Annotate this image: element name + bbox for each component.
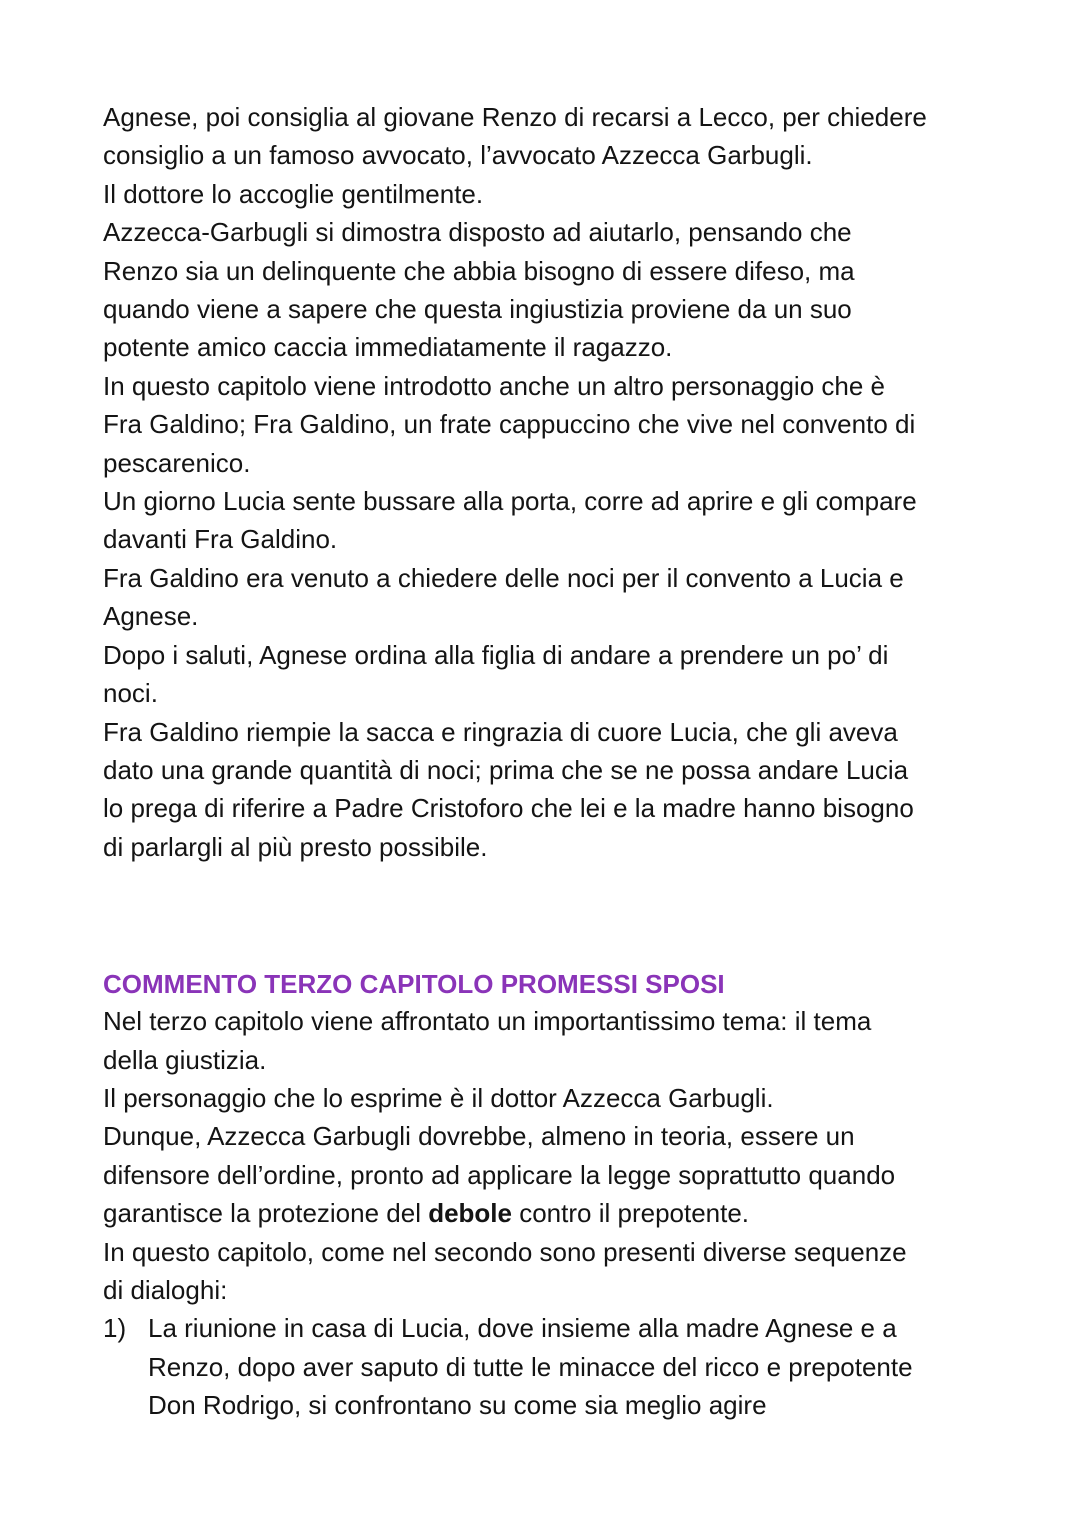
comment-line: difensore dell’ordine, pronto ad applicare la legge soprattutto quando	[103, 1159, 896, 1190]
summary-line: Azzecca-Garbugli si dimostra disposto ad aiutarlo, pensando che	[103, 217, 852, 248]
section-heading: COMMENTO TERZO CAPITOLO PROMESSI SPOSI	[103, 969, 725, 1000]
text-segment: garantisce la protezione del	[103, 1198, 429, 1229]
comment-line: Il personaggio che lo esprime è il dottor Azzecca Garbugli.	[103, 1082, 774, 1113]
summary-line: Fra Galdino era venuto a chiedere delle noci per il convento a Lucia e	[103, 562, 904, 593]
summary-line: Il dottore lo accoglie gentilmente.	[103, 178, 484, 209]
summary-line: davanti Fra Galdino.	[103, 524, 338, 555]
section-spacer	[103, 866, 1003, 962]
list-item-line: La riunione in casa di Lucia, dove insieme alla madre Agnese e a	[148, 1313, 897, 1344]
comment-section	[103, 966, 1003, 1424]
comment-line: di dialoghi:	[103, 1274, 228, 1305]
summary-line: potente amico caccia immediatamente il ragazzo.	[103, 332, 673, 363]
summary-line: Agnese.	[103, 601, 199, 632]
numbered-list-item	[103, 1309, 1003, 1424]
bold-word: debole	[428, 1198, 512, 1229]
comment-line: Nel terzo capitolo viene affrontato un importantissimo tema: il tema	[103, 1006, 872, 1037]
list-item-line: Don Rodrigo, si confrontano su come sia meglio agire	[148, 1390, 767, 1421]
list-item-line: Renzo, dopo aver saputo di tutte le minacce del ricco e prepotente	[148, 1351, 913, 1382]
text-segment: contro il prepotente.	[512, 1198, 750, 1229]
comment-line: In questo capitolo, come nel secondo sono presenti diverse sequenze	[103, 1236, 907, 1267]
list-number: 1)	[103, 1313, 127, 1344]
comment-line: della giustizia.	[103, 1044, 267, 1075]
summary-line: Un giorno Lucia sente bussare alla porta, corre ad aprire e gli compare	[103, 486, 917, 517]
summary-line: Fra Galdino riempie la sacca e ringrazia di cuore Lucia, che gli aveva	[103, 716, 898, 747]
comment-line: Dunque, Azzecca Garbugli dovrebbe, almeno in teoria, essere un	[103, 1121, 855, 1152]
summary-line: dato una grande quantità di noci; prima che se ne possa andare Lucia	[103, 754, 909, 785]
summary-line: consiglio a un famoso avvocato, l’avvocato Azzecca Garbugli.	[103, 140, 813, 171]
comment-line-with-bold	[103, 1194, 1003, 1232]
summary-line: Agnese, poi consiglia al giovane Renzo di recarsi a Lecco, per chiedere	[103, 102, 927, 132]
document-page	[103, 98, 1003, 1425]
summary-line: Fra Galdino; Fra Galdino, un frate cappuccino che vive nel convento di	[103, 409, 916, 440]
summary-line: pescarenico.	[103, 447, 251, 478]
summary-section	[103, 98, 1003, 866]
summary-line: noci.	[103, 678, 158, 709]
summary-line: di parlargli al più presto possibile.	[103, 831, 488, 862]
summary-line: quando viene a sapere che questa ingiustizia proviene da un suo	[103, 294, 852, 325]
summary-line: Renzo sia un delinquente che abbia bisogno di essere difeso, ma	[103, 255, 855, 286]
summary-line: Dopo i saluti, Agnese ordina alla figlia di andare a prendere un po’ di	[103, 639, 889, 670]
summary-line: lo prega di riferire a Padre Cristoforo che lei e la madre hanno bisogno	[103, 793, 914, 824]
summary-line: In questo capitolo viene introdotto anche un altro personaggio che è	[103, 370, 885, 401]
